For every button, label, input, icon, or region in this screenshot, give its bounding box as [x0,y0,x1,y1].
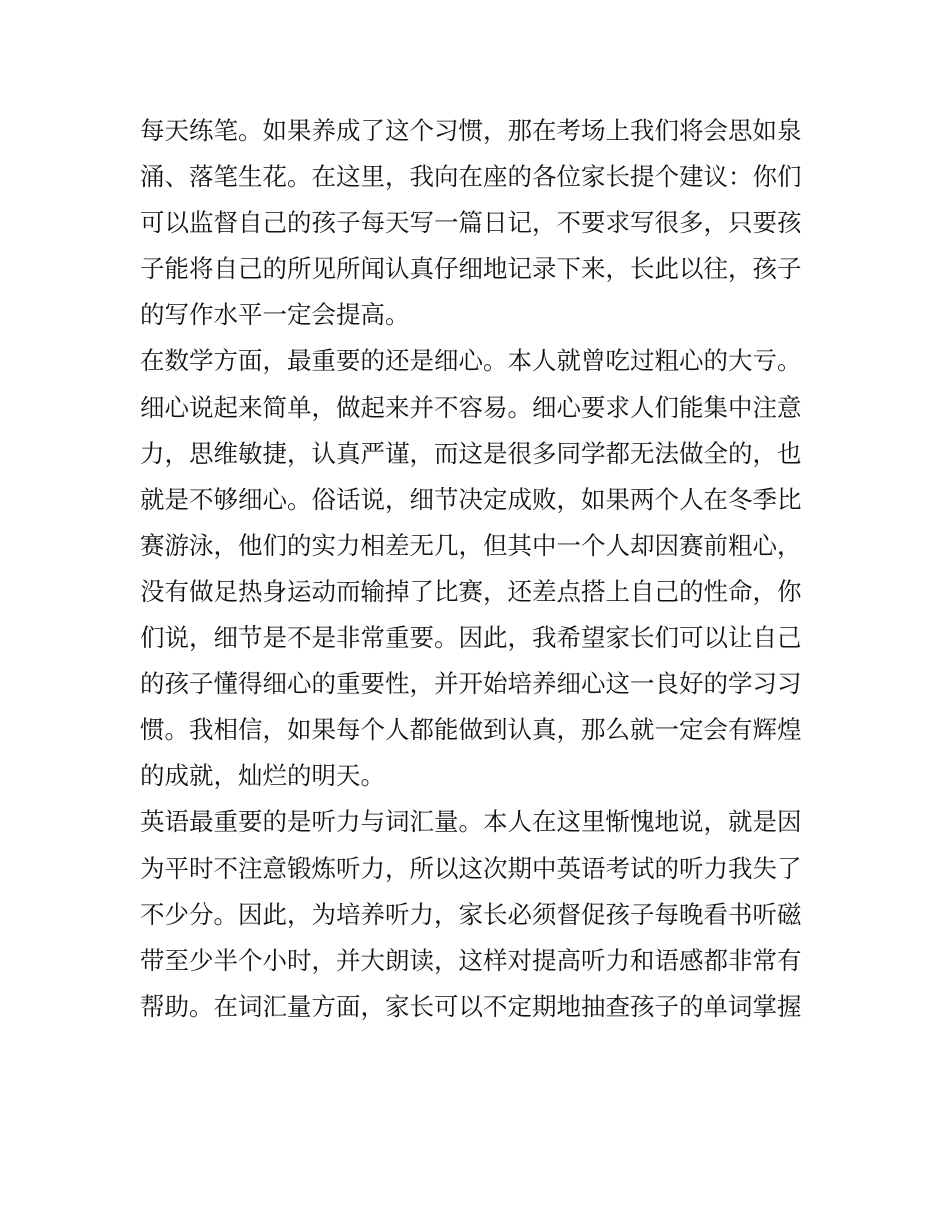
text-line: 每天练笔。如果养成了这个习惯，那在考场上我们将会思如泉 [140,116,802,145]
text-line: 英语最重要的是听力与词汇量。本人在这里惭愧地说，就是因 [140,807,802,837]
text-line: 力，思维敏捷，认真严谨，而这是很多同学都无法做全的，也 [140,438,802,468]
text-line: 赛游泳，他们的实力相差无几，但其中一个人却因赛前粗心， [140,530,802,560]
text-line: 涌、落笔生花。在这里，我向在座的各位家长提个建议：你们 [140,162,802,192]
text-line: 的成就，灿烂的明天。 [140,761,385,791]
text-line: 帮助。在词汇量方面，家长可以不定期地抽查孩子的单词掌握 [140,991,802,1021]
text-line: 在数学方面，最重要的还是细心。本人就曾吃过粗心的大亏。 [140,346,802,376]
text-line: 就是不够细心。俗话说，细节决定成败，如果两个人在冬季比 [140,484,802,514]
text-line: 没有做足热身运动而输掉了比赛，还差点搭上自己的性命，你 [140,576,802,606]
text-line: 子能将自己的所见所闻认真仔细地记录下来，长此以往，孩子 [140,254,802,284]
body-text [140,108,820,1030]
text-line: 惯。我相信，如果每个人都能做到认真，那么就一定会有辉煌 [140,715,802,745]
text-line: 可以监督自己的孩子每天写一篇日记，不要求写很多，只要孩 [140,208,802,238]
text-line: 带至少半个小时，并大朗读，这样对提高听力和语感都非常有 [140,945,802,975]
text-line: 不少分。因此，为培养听力，家长必须督促孩子每晚看书听磁 [140,899,802,929]
text-line: 的写作水平一定会提高。 [140,300,410,330]
text-line: 们说，细节是不是非常重要。因此，我希望家长们可以让自己 [140,623,802,653]
text-line: 的孩子懂得细心的重要性，并开始培养细心这一良好的学习习 [140,669,802,699]
text-line: 为平时不注意锻炼听力，所以这次期中英语考试的听力我失了 [140,853,802,883]
text-line: 细心说起来简单，做起来并不容易。细心要求人们能集中注意 [140,392,802,422]
